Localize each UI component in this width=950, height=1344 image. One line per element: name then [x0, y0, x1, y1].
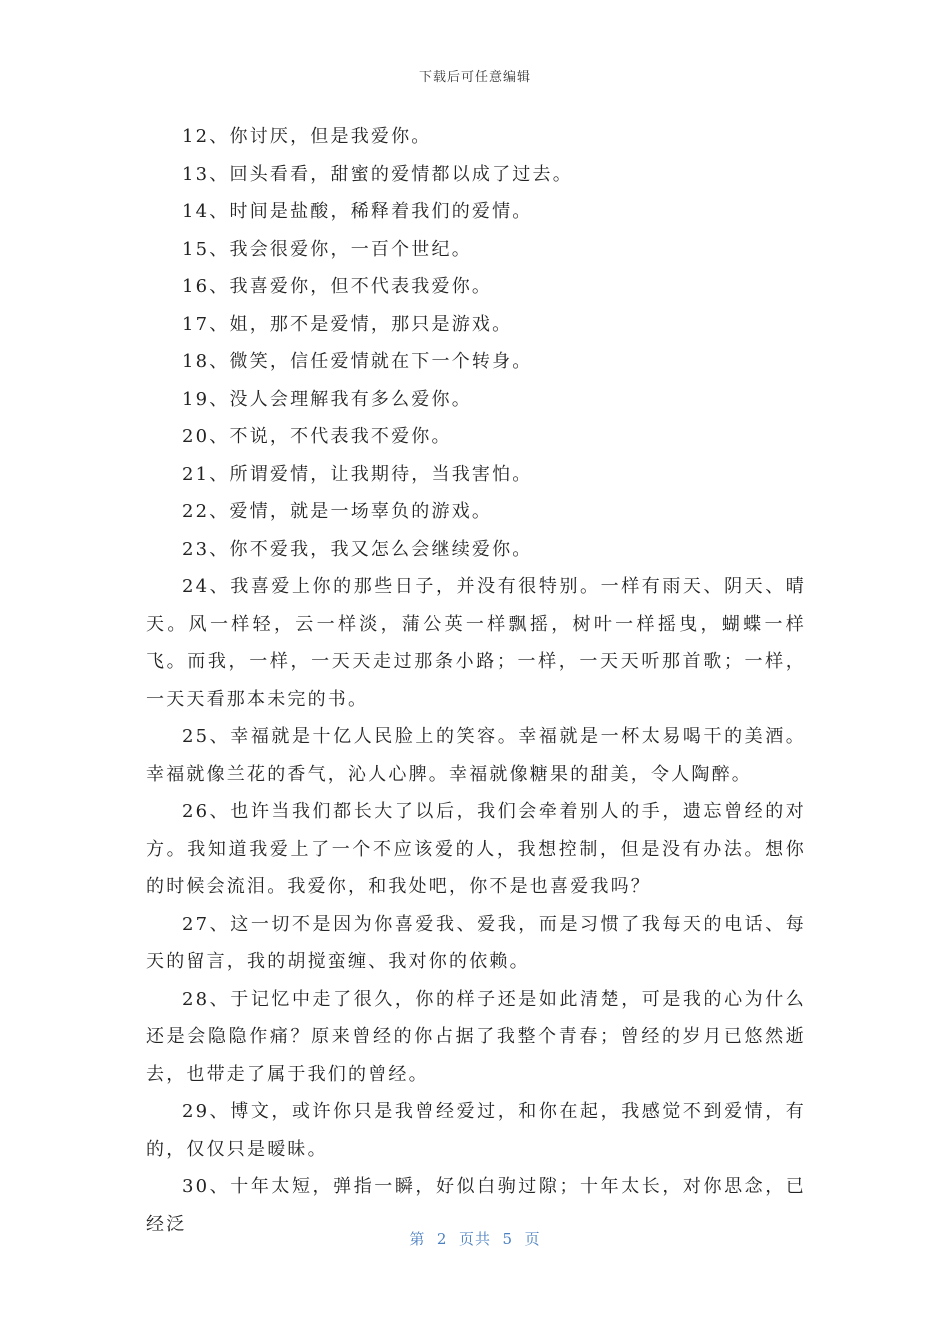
paragraph: 21、所谓爱情，让我期待，当我害怕。: [182, 463, 533, 485]
paragraph: 23、你不爱我，我又怎么会继续爱你。: [182, 538, 533, 560]
paragraph: 24、我喜爱上你的那些日子，并没有很特别。一样有雨天、阴天、晴天。风一样轻，云一样淡，蒲公英一样飘摇，树叶一样摇曳，蝴蝶一样飞。而我，一样，一天天走过那条小路；一样，一天天听那首歌；一样，一天天看那本未完的书。: [146, 576, 806, 710]
page-footer: 第 2 页共 5 页: [409, 1230, 541, 1248]
paragraph: 13、回头看看，甜蜜的爱情都以成了过去。: [182, 163, 573, 185]
paragraph: 25、幸福就是十亿人民脸上的笑容。幸福就是一杯太易喝干的美酒。幸福就像兰花的香气，沁人心脾。幸福就像糖果的甜美，令人陶醉。: [146, 726, 806, 785]
paragraph: 30、十年太短，弹指一瞬，好似白驹过隙；十年太长，对你思念，已经泛: [146, 1176, 806, 1235]
paragraph: 22、爱情，就是一场辜负的游戏。: [182, 501, 493, 522]
paragraph: 26、也许当我们都长大了以后，我们会牵着别人的手，遗忘曾经的对方。我知道我爱上了一个不应该爱的人，我想控制，但是没有办法。想你的时候会流泪。我爱你，和我处吧，你不是也喜爱我吗？: [146, 801, 806, 897]
page-header: 下载后可任意编辑: [418, 70, 531, 85]
paragraph: 18、微笑，信任爱情就在下一个转身。: [182, 351, 533, 372]
paragraph: 28、于记忆中走了很久，你的样子还是如此清楚，可是我的心为什么还是会隐隐作痛？原来曾经的你占据了我整个青春；曾经的岁月已悠然逝去，也带走了属于我们的曾经。: [146, 988, 806, 1085]
paragraph: 12、你讨厌，但是我爱你。: [182, 126, 432, 147]
paragraph: 17、姐，那不是爱情，那只是游戏。: [182, 313, 513, 335]
paragraph: 16、我喜爱你，但不代表我爱你。: [182, 276, 493, 297]
paragraph: 19、没人会理解我有多么爱你。: [182, 388, 472, 410]
paragraph: 15、我会很爱你，一百个世纪。: [182, 238, 472, 260]
document-body: [146, 118, 806, 1243]
paragraph: 29、博文，或许你只是我曾经爱过，和你在起，我感觉不到爱情，有的，仅仅只是暧昧。: [146, 1101, 806, 1160]
paragraph: 20、不说，不代表我不爱你。: [182, 426, 452, 447]
paragraph: 14、时间是盐酸，稀释着我们的爱情。: [182, 201, 533, 222]
paragraph: 27、这一切不是因为你喜爱我、爱我，而是习惯了我每天的电话、每天的留言，我的胡搅蛮缠、我对你的依赖。: [146, 913, 806, 972]
